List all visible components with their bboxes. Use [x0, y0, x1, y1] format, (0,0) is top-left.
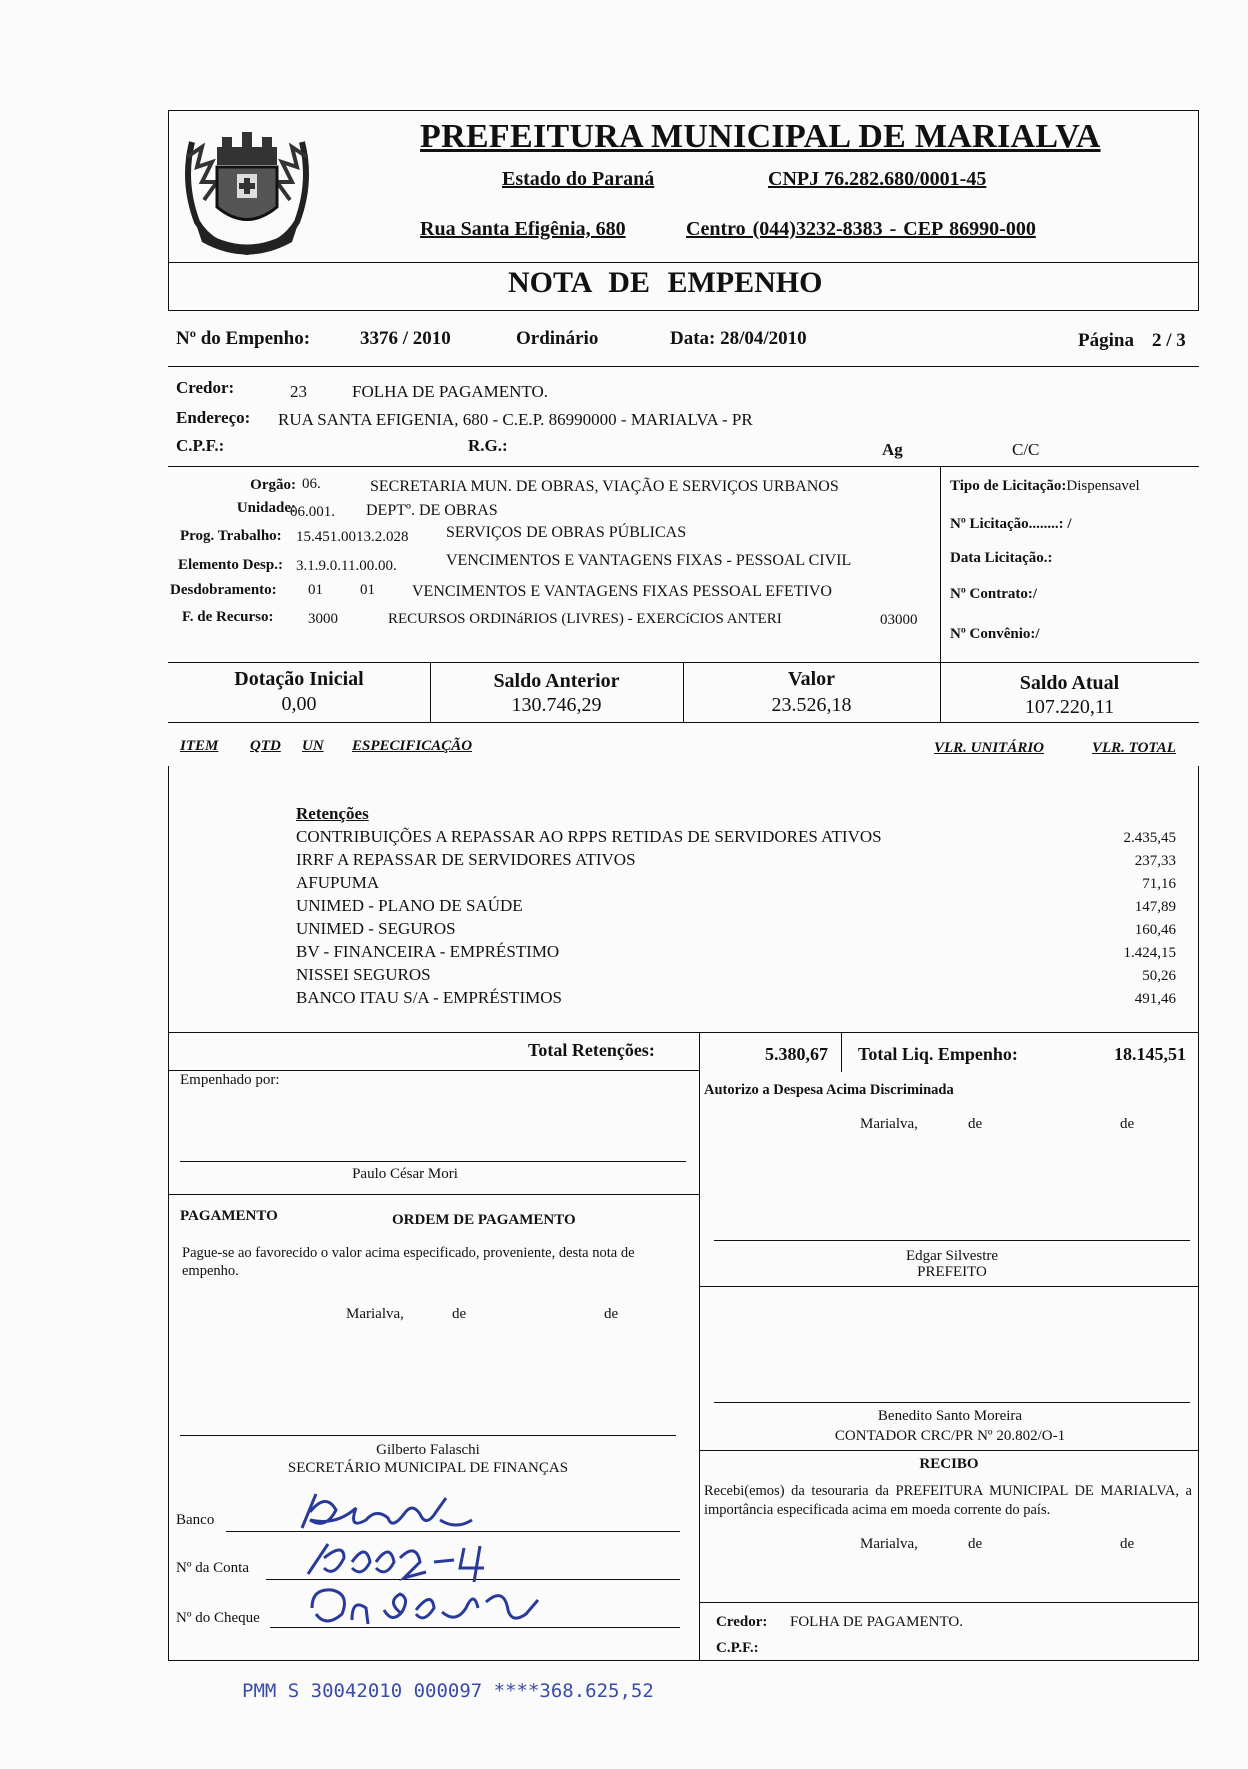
retencao-value: 2.435,45	[1123, 830, 1176, 846]
dotacao-value: 0,00	[281, 693, 317, 715]
banco-signature-icon	[296, 1490, 476, 1536]
recibo-cpf-label: C.P.F.:	[716, 1640, 759, 1656]
right-de2: de	[1120, 1116, 1135, 1132]
items-col-vlr-total: VLR. TOTAL	[1092, 740, 1176, 756]
banco-label: Banco	[176, 1512, 215, 1528]
licitacao-contrato: Nº Contrato:/	[950, 586, 1038, 602]
right-city-date: Marialva,	[860, 1116, 918, 1132]
total-retencoes-label: Total Retenções:	[528, 1040, 655, 1060]
retencao-desc: NISSEI SEGUROS	[296, 965, 431, 984]
prefeito-name: Edgar Silvestre	[905, 1248, 999, 1264]
unidade-code: 06.001.	[290, 504, 335, 520]
pague-text: Pague-se ao favorecido o valor acima especificado, proveniente, desta nota de empenho.	[182, 1245, 635, 1279]
credor-name: FOLHA DE PAGAMENTO.	[352, 382, 548, 401]
items-col-espec: ESPECIFICAÇÃO	[352, 738, 473, 754]
fonte-code: 3000	[308, 611, 338, 627]
total-liq-value: 18.145,51	[1114, 1044, 1186, 1064]
retencao-value: 160,46	[1134, 922, 1176, 938]
dotacao-label: Dotação Inicial	[234, 668, 364, 690]
saldo-atual-label: Saldo Atual	[1019, 672, 1120, 694]
retencao-value: 71,16	[1142, 876, 1176, 892]
empenho-label: Nº do Empenho:	[176, 328, 311, 349]
cheque-label: Nº do Cheque	[176, 1610, 260, 1626]
valor-label: Valor	[787, 668, 836, 690]
desdobramento-code1: 01	[308, 582, 323, 598]
licitacao-tipo-label	[950, 478, 1140, 495]
desdobramento-code2: 01	[360, 582, 375, 598]
left-city-date: Marialva,	[346, 1306, 404, 1322]
retencao-desc: IRRF A REPASSAR DE SERVIDORES ATIVOS	[296, 850, 636, 869]
retencao-desc: AFUPUMA	[296, 873, 380, 892]
conta-label: Nº da Conta	[176, 1560, 249, 1576]
address-value: RUA SANTA EFIGENIA, 680 - C.E.P. 86990000 - MARIALVA - PR	[278, 410, 753, 429]
items-col-un: UN	[302, 738, 324, 754]
orgao-label: Orgão:	[250, 477, 296, 493]
recibo-de2: de	[1120, 1536, 1135, 1552]
page-number: 2 / 3	[1152, 330, 1186, 351]
empenhado-label: Empenhado por:	[180, 1072, 280, 1088]
licitacao-tipo-label-text: Tipo de Licitação:	[950, 478, 1067, 494]
conta-handwriting	[304, 1538, 504, 1589]
retencao-desc: BANCO ITAU S/A - EMPRÉSTIMOS	[296, 988, 562, 1007]
items-col-item: ITEM	[180, 738, 219, 754]
orgao-desc: SECRETARIA MUN. DE OBRAS, VIAÇÃO E SERVIÇOS URBANOS	[370, 478, 839, 495]
secretario-title: SECRETÁRIO MUNICIPAL DE FINANÇAS	[287, 1460, 569, 1476]
header-title: PREFEITURA MUNICIPAL DE MARIALVA	[420, 118, 1101, 155]
recibo-de1: de	[968, 1536, 983, 1552]
licitacao-num: Nº Licitação........: /	[950, 516, 1072, 532]
retencao-value: 237,33	[1134, 853, 1176, 869]
retencao-value: 1.424,15	[1123, 945, 1176, 961]
credor-code: 23	[290, 382, 307, 401]
total-liq-label: Total Liq. Empenho:	[858, 1044, 1018, 1064]
recibo-title: RECIBO	[919, 1456, 979, 1472]
orgao-code: 06.	[302, 476, 321, 492]
empenho-date: Data: 28/04/2010	[670, 328, 807, 349]
elem-desc: VENCIMENTOS E VANTAGENS FIXAS - PESSOAL CIVIL	[446, 552, 852, 569]
header-address: Centro (044)3232-8383 - CEP 86990-000	[686, 218, 1036, 240]
retencao-desc: UNIMED - PLANO DE SAÚDE	[296, 896, 523, 915]
licitacao-data: Data Licitação.:	[950, 550, 1053, 566]
prog-code: 15.451.0013.2.028	[296, 529, 409, 545]
autorizo-text: Autorizo a Despesa Acima Discriminada	[704, 1082, 954, 1098]
banco-handwriting	[296, 1490, 476, 1545]
recibo-credor-label: Credor:	[716, 1614, 768, 1630]
cpf-label: C.P.F.:	[176, 436, 225, 455]
empenhado-name: Paulo César Mori	[352, 1166, 458, 1182]
header-street: Rua Santa Efigênia, 680	[420, 218, 626, 240]
licitacao-convenio: Nº Convênio:/	[950, 626, 1040, 642]
footer-stamp: PMM S 30042010 000097 ****368.625,52	[242, 1680, 654, 1702]
retencao-value: 491,46	[1134, 991, 1176, 1007]
document-title: NOTA DE EMPENHO	[508, 266, 823, 299]
cheque-handwriting	[306, 1584, 546, 1635]
prog-desc: SERVIÇOS DE OBRAS PÚBLICAS	[446, 524, 687, 541]
elem-label: Elemento Desp.:	[178, 557, 283, 573]
cc-label: C/C	[1012, 440, 1040, 459]
ag-label: Ag	[882, 440, 903, 459]
retencao-value: 50,26	[1142, 968, 1176, 984]
items-col-vlr-unit: VLR. UNITÁRIO	[934, 740, 1045, 756]
prog-label: Prog. Trabalho:	[180, 528, 282, 544]
credor-label: Credor:	[176, 378, 235, 397]
desdobramento-desc: VENCIMENTOS E VANTAGENS FIXAS PESSOAL EFETIVO	[412, 583, 832, 600]
unidade-desc: DEPTº. DE OBRAS	[366, 502, 498, 519]
rg-label: R.G.:	[468, 436, 508, 455]
left-de2: de	[604, 1306, 619, 1322]
fonte-label: F. de Recurso:	[182, 609, 274, 625]
left-de1: de	[452, 1306, 467, 1322]
secretario-name: Gilberto Falaschi	[376, 1442, 480, 1458]
retencao-desc: UNIMED - SEGUROS	[296, 919, 456, 938]
recibo-credor-name: FOLHA DE PAGAMENTO.	[790, 1614, 963, 1630]
elem-code: 3.1.9.0.11.00.00.	[296, 558, 397, 574]
recibo-text: Recebi(emos) da tesouraria da PREFEITURA MUNICIPAL DE MARIALVA, a importância especificada acima em moeda corrente do país.	[704, 1483, 1192, 1518]
address-label: Endereço:	[176, 408, 251, 427]
fonte-desc: RECURSOS ORDINáRIOS (LIVRES) - EXERCíCIOS ANTERI	[388, 611, 782, 627]
retencao-desc: CONTRIBUIÇÕES A REPASSAR AO RPPS RETIDAS DE SERVIDORES ATIVOS	[296, 827, 882, 846]
licitacao-tipo-value: Dispensavel	[1066, 478, 1140, 494]
saldo-anterior-label: Saldo Anterior	[493, 670, 620, 692]
desdobramento-label: Desdobramento:	[170, 582, 277, 598]
unidade-label: Unidade:	[236, 500, 296, 516]
header-state: Estado do Paraná	[502, 168, 655, 190]
retencao-desc: BV - FINANCEIRA - EMPRÉSTIMO	[296, 942, 560, 961]
prefeito-title: PREFEITO	[917, 1264, 987, 1280]
saldo-anterior-value: 130.746,29	[511, 694, 602, 716]
right-de1: de	[968, 1116, 983, 1132]
contador-name: Benedito Santo Moreira	[877, 1408, 1023, 1424]
empenho-number: 3376 / 2010	[360, 328, 451, 349]
recibo-city-date: Marialva,	[860, 1536, 918, 1552]
contador-title: CONTADOR CRC/PR Nº 20.802/O-1	[834, 1428, 1066, 1444]
ordem-pagamento-label: ORDEM DE PAGAMENTO	[392, 1212, 576, 1228]
header-cnpj: CNPJ 76.282.680/0001-45	[768, 168, 987, 190]
page-label: Página	[1078, 330, 1134, 351]
items-col-qtd: QTD	[250, 738, 281, 754]
pagamento-label: PAGAMENTO	[180, 1208, 278, 1224]
total-retencoes-value: 5.380,67	[765, 1044, 828, 1064]
retencoes-title: Retenções	[296, 804, 369, 823]
cheque-signature-icon	[306, 1584, 546, 1630]
empenho-type: Ordinário	[516, 328, 599, 349]
saldo-atual-value: 107.220,11	[1024, 696, 1115, 718]
fonte-extra: 03000	[880, 612, 918, 628]
conta-signature-icon	[304, 1538, 504, 1584]
coat-of-arms-icon	[172, 112, 322, 262]
retencao-value: 147,89	[1134, 899, 1176, 915]
valor-value: 23.526,18	[771, 694, 852, 716]
